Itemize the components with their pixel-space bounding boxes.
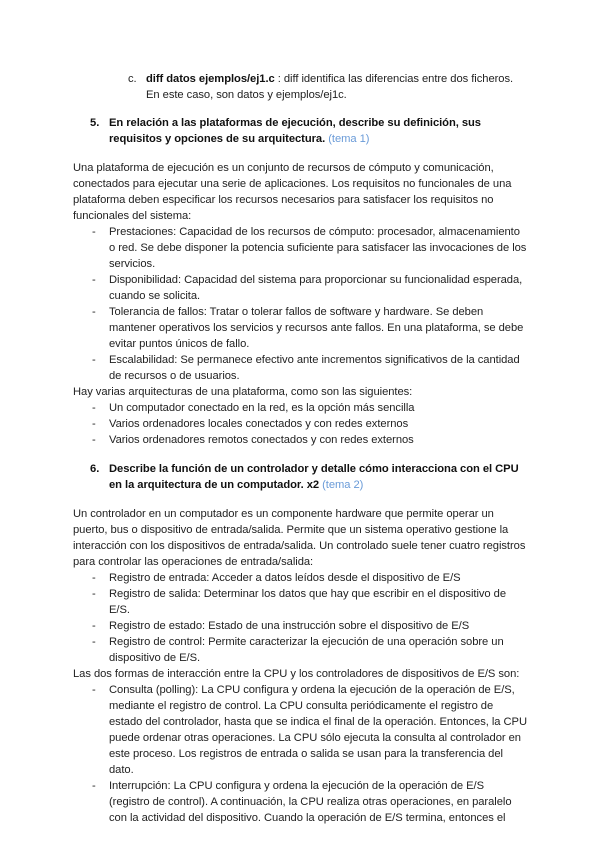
architecture-item: Un computador conectado en la red, es la opción más sencilla	[109, 402, 415, 414]
item-c-marker: c.	[128, 73, 137, 85]
register-line: Registro de salida: Determinar los datos que hay que escribir en el dispositivo de	[109, 588, 507, 600]
requirement-line: cuando se solicita.	[109, 290, 201, 302]
register-line: Registro de entrada: Acceder a datos leídos desde el dispositivo de E/S	[109, 572, 461, 584]
interaction-line: (registro de control). A continuación, la CPU realiza otras operaciones, en paralelo	[109, 796, 512, 808]
list-bullet: -	[92, 780, 96, 792]
architecture-item: Varios ordenadores locales conectados y con redes externos	[109, 418, 409, 430]
list-bullet: -	[92, 418, 96, 430]
requirement-line: servicios.	[109, 258, 156, 270]
list-bullet: -	[92, 274, 96, 286]
q5-title-line-1: En relación a las plataformas de ejecución, describe su definición, sus	[109, 117, 481, 129]
interaction-line: Consulta (polling): La CPU configura y ordena la ejecución de la operación de E/S,	[109, 684, 515, 696]
list-bullet: -	[92, 354, 96, 366]
q6-intro-line: puerto, bus o dispositivo de entrada/salida. Permite que un sistema operativo gestione la	[73, 524, 509, 536]
q6-title-text: en la arquitectura de un computador. x2	[109, 479, 320, 491]
list-bullet: -	[92, 620, 96, 632]
q5-title-text: requisitos y opciones de su arquitectura.	[109, 133, 326, 145]
register-line: dispositivo de E/S.	[109, 652, 201, 664]
requirement-line: Disponibilidad: Capacidad del sistema para proporcionar su funcionalidad esperada,	[109, 274, 523, 286]
list-bullet: -	[92, 636, 96, 648]
requirement-line: evitar puntos únicos de fallo.	[109, 338, 250, 350]
list-bullet: -	[92, 226, 96, 238]
q6-topic-link[interactable]: (tema 2)	[322, 479, 364, 491]
q6-intro-line: interacción con los dispositivos de entrada/salida. Un controlado suele tener cuatro registros	[73, 540, 526, 552]
list-bullet: -	[92, 402, 96, 414]
q5-intro-line: Una plataforma de ejecución es un conjunto de recursos de cómputo y comunicación,	[73, 162, 494, 174]
q5-topic-link[interactable]: (tema 1)	[328, 133, 370, 145]
requirement-line: o red. Se debe disponer la potencia suficiente para satisfacer las invocaciones de los	[109, 242, 527, 254]
q5-intro-line: funcionales del sistema:	[73, 210, 192, 222]
architecture-item: Varios ordenadores remotos conectados y con redes externos	[109, 434, 414, 446]
architectures-intro: Hay varias arquitecturas de una plataforma, como son las siguientes:	[73, 386, 413, 398]
requirement-line: de recursos o de usuarios.	[109, 370, 240, 382]
interaction-intro: Las dos formas de interacción entre la CPU y los controladores de dispositivos de E/S son:	[73, 668, 520, 680]
q6-intro-line: Un controlador en un computador es un componente hardware que permite operar un	[73, 508, 494, 520]
register-line: Registro de control: Permite caracterizar la ejecución de una operación sobre un	[109, 636, 504, 648]
interaction-line: este proceso. Los registros de entrada o salida se usan para la transferencia del	[109, 748, 503, 760]
item-c-description: : diff identifica las diferencias entre dos ficheros.	[274, 73, 514, 85]
list-bullet: -	[92, 588, 96, 600]
interaction-line: con la actividad del dispositivo. Cuando la operación de E/S termina, entonces el	[109, 812, 506, 824]
interaction-line: puede ordenar otras operaciones. La CPU sólo ejecuta la consulta al controlador en	[109, 732, 521, 744]
item-c-code: diff datos ejemplos/ej1.c	[146, 73, 275, 85]
item-c-line-1	[146, 71, 513, 87]
requirement-line: Escalabilidad: Se permanece efectivo ante incrementos significativos de la cantidad	[109, 354, 520, 366]
q5-title-line-2	[109, 131, 370, 147]
list-bullet: -	[92, 434, 96, 446]
q5-number: 5.	[90, 117, 100, 129]
interaction-line: dato.	[109, 764, 134, 776]
q6-title-line-2	[109, 477, 363, 493]
requirement-line: mantener operativos los servicios y recursos ante fallos. En una plataforma, se debe	[109, 322, 524, 334]
q6-number: 6.	[90, 463, 100, 475]
register-line: Registro de estado: Estado de una instrucción sobre el dispositivo de E/S	[109, 620, 470, 632]
interaction-line: mediante el registro de control. La CPU consulta periódicamente el registro de	[109, 700, 494, 712]
list-bullet: -	[92, 684, 96, 696]
requirement-line: Prestaciones: Capacidad de los recursos de cómputo: procesador, almacenamiento	[109, 226, 520, 238]
interaction-line: estado del controlador, hasta que se indica el final de la operación. Entonces, la CPU	[109, 716, 527, 728]
item-c-line-2: En este caso, son datos y ejemplos/ej1c.	[146, 89, 347, 101]
list-bullet: -	[92, 572, 96, 584]
q5-intro-line: plataforma deben especificar los recursos necesarios para satisfacer los requisitos no	[73, 194, 494, 206]
q6-title-line-1: Describe la función de un controlador y detalle cómo interacciona con el CPU	[109, 463, 519, 475]
register-line: E/S.	[109, 604, 130, 616]
q5-intro-line: conectados para ejecutar una serie de aplicaciones. Los requisitos no funcionales de una	[73, 178, 512, 190]
requirement-line: Tolerancia de fallos: Tratar o tolerar fallos de software y hardware. Se deben	[109, 306, 484, 318]
interaction-line: Interrupción: La CPU configura y ordena la ejecución de la operación de E/S	[109, 780, 484, 792]
list-bullet: -	[92, 306, 96, 318]
q6-intro-line: para controlar las operaciones de entrada/salida:	[73, 556, 314, 568]
